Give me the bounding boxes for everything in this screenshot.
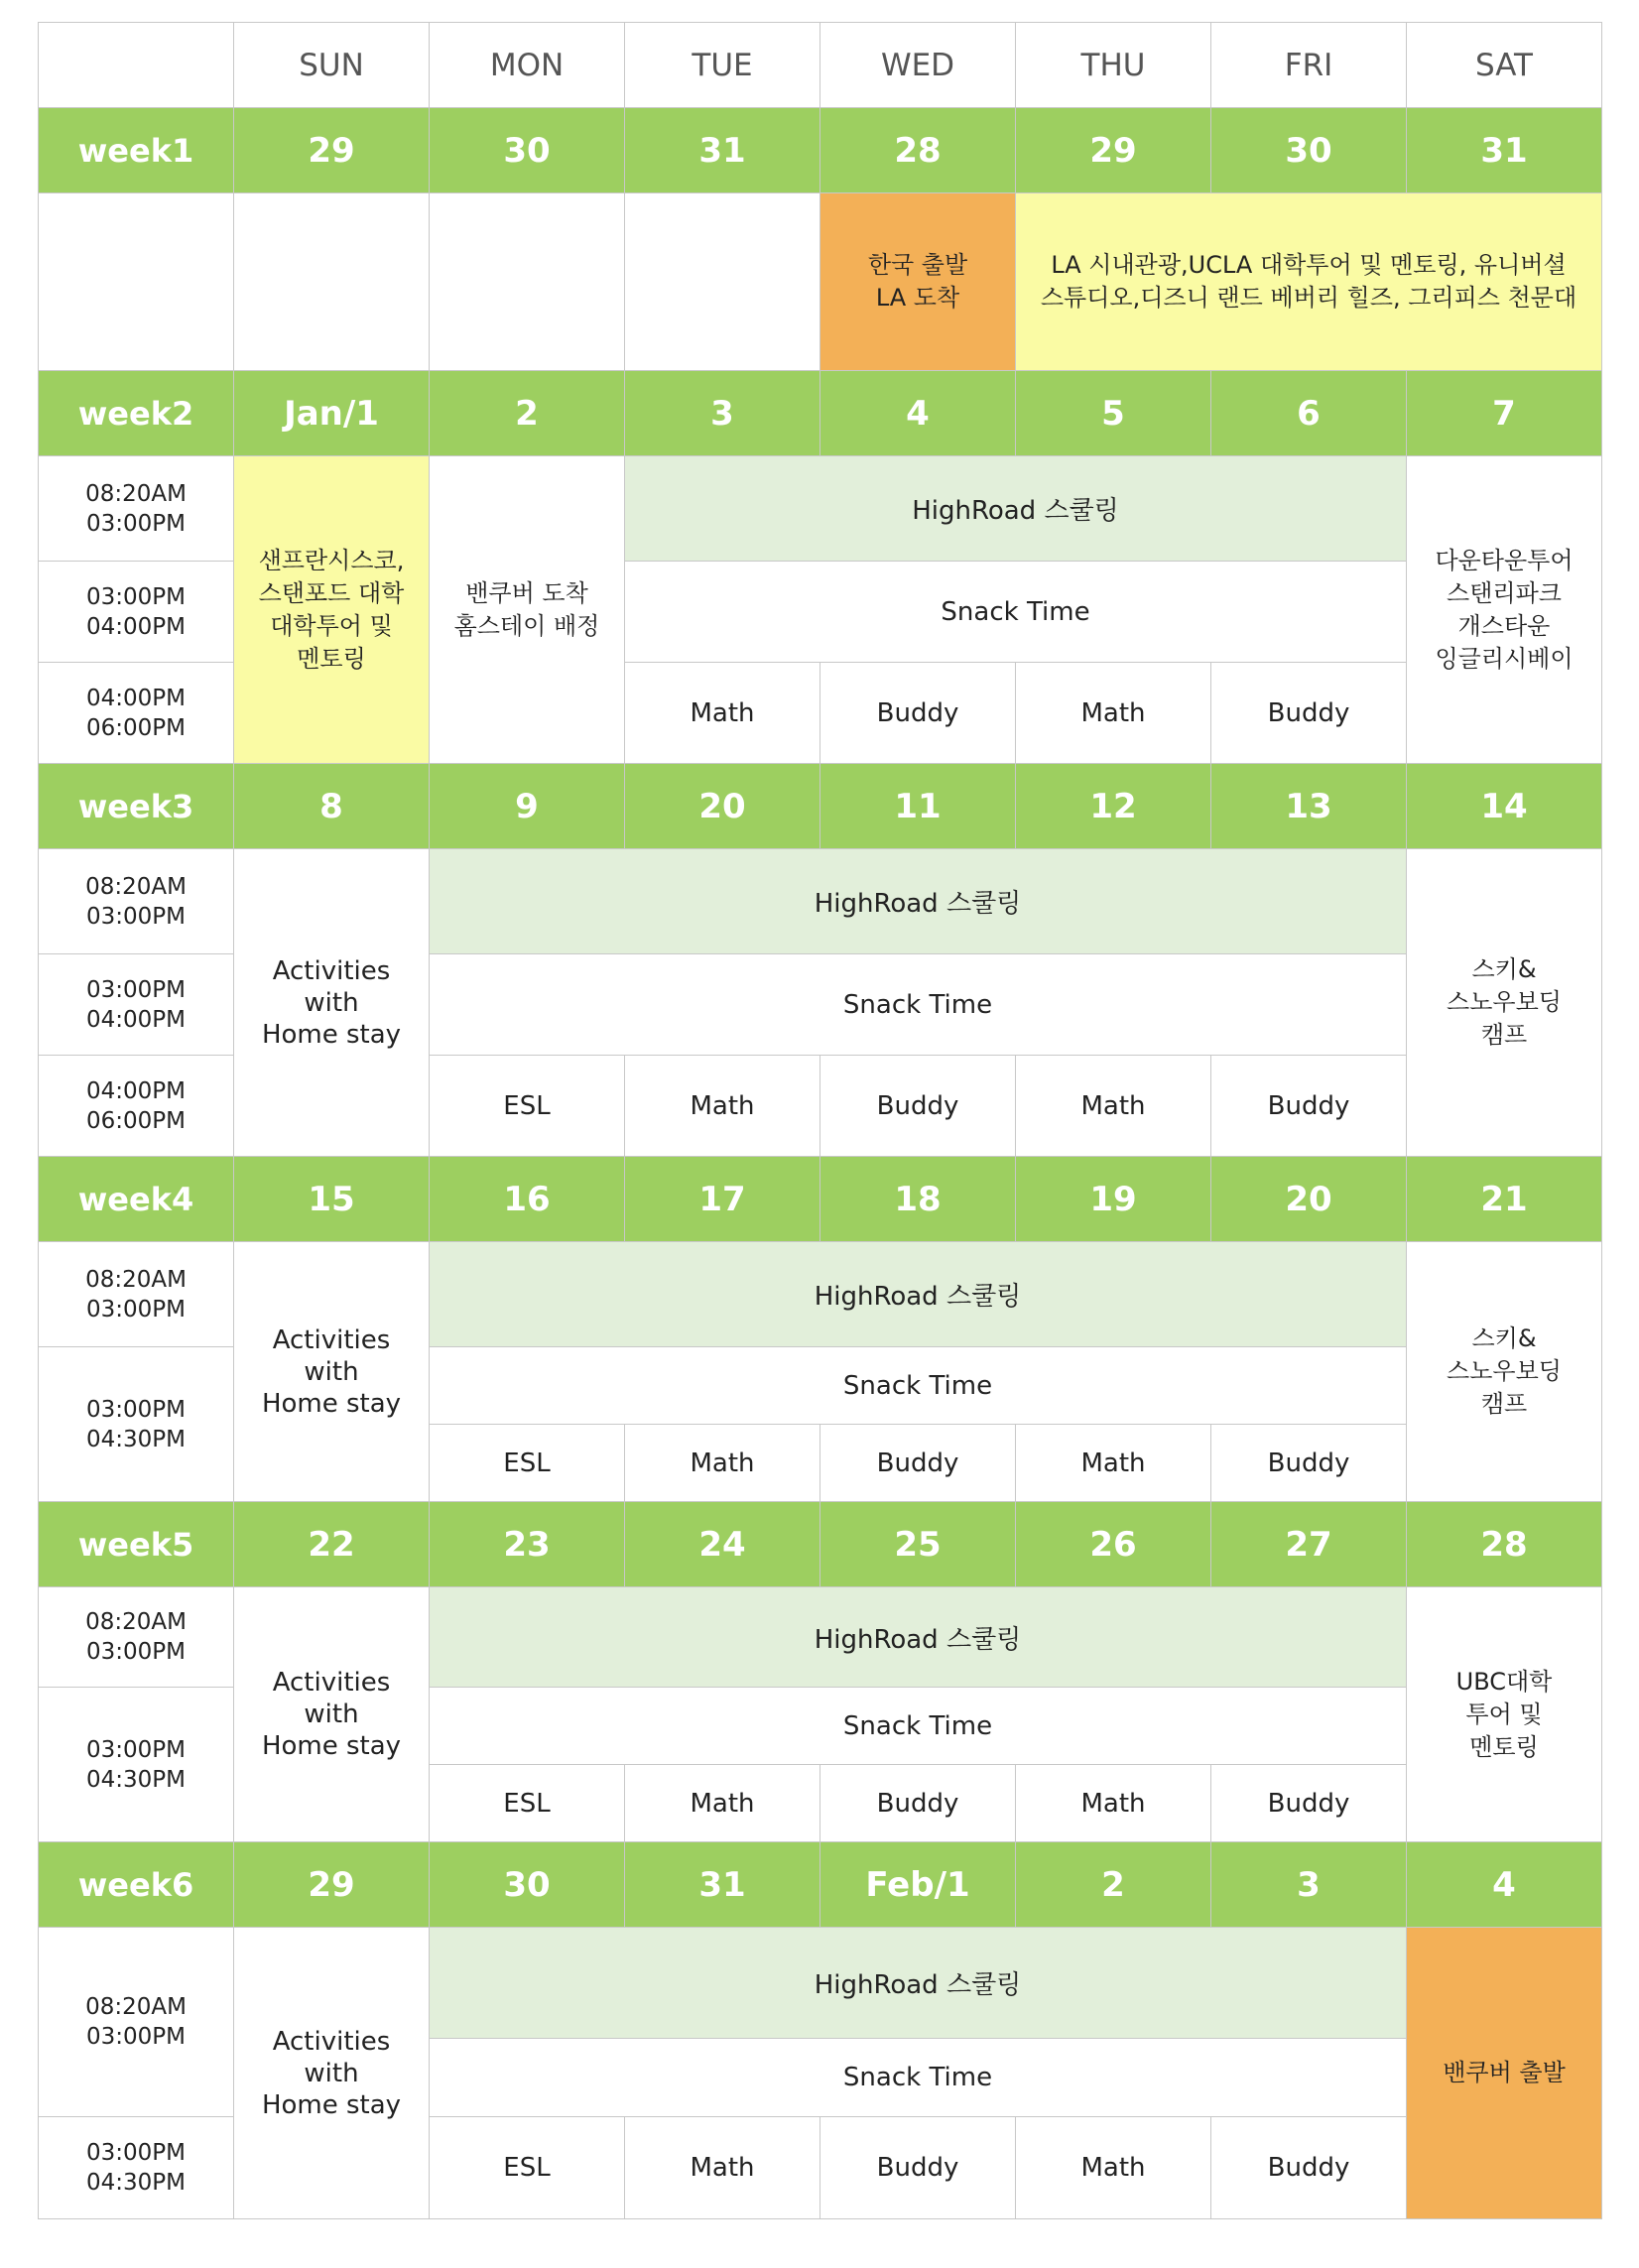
day-header: MON [430,23,625,108]
event-line: 스탠포드 대학 [258,578,405,607]
event-line: 캠프 [1480,1390,1528,1418]
time-end: 03:00PM [86,510,186,537]
time-start: 08:20AM [85,873,187,900]
schooling-cell: HighRoad 스쿨링 [430,849,1407,954]
time-row [39,1242,1602,1347]
homestay-activities-cell [234,849,430,1157]
event-line: 스노우보딩 [1447,1357,1562,1385]
schooling-cell: HighRoad 스쿨링 [625,456,1407,562]
date-cell: 9 [430,764,625,849]
time-slot [39,849,234,954]
day-header: SAT [1407,23,1602,108]
event-line: 스튜디오,디즈니 랜드 베버리 힐즈, 그리피스 천문대 [1040,284,1577,312]
date-cell: 19 [1016,1157,1211,1242]
subject-cell: ESL [430,2117,625,2219]
date-cell: 31 [625,108,820,193]
time-end: 06:00PM [86,714,186,741]
date-cell: 3 [1211,1842,1407,1928]
subject-cell: Buddy [820,1425,1016,1502]
date-cell: 16 [430,1157,625,1242]
date-cell: 30 [430,108,625,193]
event-line: with [304,1700,359,1729]
homestay-activities-cell [234,1928,430,2219]
week-label: week5 [39,1502,234,1587]
time-start: 08:20AM [85,1609,187,1635]
time-start: 03:00PM [86,1396,186,1423]
subject-cell: ESL [430,1056,625,1157]
event-line: Activities [272,1668,391,1698]
time-start: 08:20AM [85,1266,187,1293]
schooling-cell: HighRoad 스쿨링 [430,1928,1407,2039]
empty-cell [625,193,820,371]
date-cell: 4 [820,371,1016,456]
time-slot [39,663,234,764]
subject-cell: Math [625,1425,820,1502]
subject-cell: Math [625,1765,820,1842]
event-line: UBC대학 [1455,1667,1553,1696]
date-cell: 8 [234,764,430,849]
event-line: with [304,2058,359,2088]
date-cell: 26 [1016,1502,1211,1587]
date-cell: 18 [820,1157,1016,1242]
day-header: TUE [625,23,820,108]
time-slot [39,954,234,1056]
event-line: 멘토링 [1469,1732,1539,1761]
time-start: 03:00PM [86,1736,186,1763]
event-line: 스키& [1471,1324,1537,1352]
date-cell: 29 [234,108,430,193]
schooling-cell: HighRoad 스쿨링 [430,1587,1407,1688]
subject-cell: Math [1016,1425,1211,1502]
subject-cell: ESL [430,1425,625,1502]
time-row [39,1928,1602,2039]
date-cell: 30 [1211,108,1407,193]
date-cell: 28 [1407,1502,1602,1587]
subject-cell: Buddy [820,663,1016,764]
la-tour-cell [1016,193,1602,371]
week-label: week2 [39,371,234,456]
time-end: 03:00PM [86,2024,186,2050]
time-slot [39,456,234,562]
ubc-tour-cell [1407,1587,1602,1842]
day-header: THU [1016,23,1211,108]
time-start: 03:00PM [86,976,186,1003]
week-row [39,108,1602,193]
event-line: 잉글리시베이 [1435,644,1574,673]
date-cell: 28 [820,108,1016,193]
subject-cell: Buddy [820,1765,1016,1842]
subject-cell: Math [625,2117,820,2219]
homestay-activities-cell [234,1242,430,1502]
day-header: SUN [234,23,430,108]
date-cell: 25 [820,1502,1016,1587]
subject-cell: Buddy [1211,663,1407,764]
time-slot [39,1056,234,1157]
event-line: Activities [272,955,391,986]
time-start: 03:00PM [86,583,186,610]
subject-cell: Math [1016,2117,1211,2219]
week1-activity-row [39,193,1602,371]
event-line: Home stay [261,1731,402,1761]
week-row [39,1842,1602,1928]
time-slot [39,1347,234,1502]
subject-cell: ESL [430,1765,625,1842]
date-cell: 11 [820,764,1016,849]
event-line: 한국 출발 [867,251,968,279]
event-line: 멘토링 [297,644,366,673]
downtown-tour-cell [1407,456,1602,764]
time-start: 08:20AM [85,1994,187,2020]
time-slot [39,562,234,663]
date-cell: 2 [430,371,625,456]
snack-time-cell: Snack Time [430,1347,1407,1425]
week-label: week4 [39,1157,234,1242]
event-line: Home stay [261,2089,402,2120]
week-label: week1 [39,108,234,193]
time-slot [39,1242,234,1347]
date-cell: 6 [1211,371,1407,456]
corner-cell [39,23,234,108]
time-start: 03:00PM [86,2140,186,2166]
date-cell: 22 [234,1502,430,1587]
schooling-cell: HighRoad 스쿨링 [430,1242,1407,1347]
subject-cell: Buddy [1211,1425,1407,1502]
snack-time-cell: Snack Time [430,2039,1407,2117]
time-end: 04:30PM [86,1766,186,1793]
subject-cell: Buddy [1211,1765,1407,1842]
event-line: 스키& [1471,955,1537,983]
week-label: week6 [39,1842,234,1928]
time-row [39,849,1602,954]
subject-cell: Math [625,1056,820,1157]
date-cell: 29 [234,1842,430,1928]
event-line: LA 도착 [875,284,960,312]
subject-cell: Buddy [820,1056,1016,1157]
week-row [39,371,1602,456]
subject-cell: Math [1016,1765,1211,1842]
empty-cell [39,193,234,371]
event-line: 투어 및 [1465,1700,1543,1728]
time-row [39,1587,1602,1688]
event-line: 밴쿠버 도착 [465,578,588,607]
event-line: Home stay [261,1019,402,1050]
date-cell: 12 [1016,764,1211,849]
time-slot [39,2117,234,2219]
event-line: 다운타운투어 [1435,546,1574,574]
date-cell: 14 [1407,764,1602,849]
time-slot [39,1688,234,1842]
time-slot [39,1587,234,1688]
day-header-row [39,23,1602,108]
date-cell: 30 [430,1842,625,1928]
vancouver-departure-cell: 밴쿠버 출발 [1407,1928,1602,2219]
date-cell: 31 [1407,108,1602,193]
week-row [39,764,1602,849]
time-end: 03:00PM [86,1296,186,1323]
time-row [39,456,1602,562]
date-cell: 20 [1211,1157,1407,1242]
time-end: 04:00PM [86,613,186,640]
date-cell: 5 [1016,371,1211,456]
time-slot [39,1928,234,2117]
date-cell: 29 [1016,108,1211,193]
date-cell: 24 [625,1502,820,1587]
event-line: Activities [272,1324,391,1355]
date-cell: 2 [1016,1842,1211,1928]
event-line: 스노우보딩 [1447,988,1562,1016]
homestay-activities-cell [234,1587,430,1842]
event-line: LA 시내관광,UCLA 대학투어 및 멘토링, 유니버셜 [1051,251,1567,279]
date-cell: 20 [625,764,820,849]
time-start: 04:00PM [86,1077,186,1104]
event-line: 샌프란시스코, [258,546,405,574]
time-end: 03:00PM [86,1639,186,1665]
date-cell: 21 [1407,1157,1602,1242]
event-line: 홈스테이 배정 [453,611,600,640]
time-start: 08:20AM [85,480,187,507]
empty-cell [234,193,430,371]
date-cell: 7 [1407,371,1602,456]
subject-cell: Math [625,663,820,764]
event-line: Activities [272,2026,391,2057]
date-cell: Jan/1 [234,371,430,456]
date-cell: 31 [625,1842,820,1928]
subject-cell: Math [1016,1056,1211,1157]
date-cell: 4 [1407,1842,1602,1928]
subject-cell: Buddy [1211,1056,1407,1157]
day-header: FRI [1211,23,1407,108]
empty-cell [430,193,625,371]
subject-cell: Buddy [820,2117,1016,2219]
event-line: Home stay [261,1388,402,1419]
sf-tour-cell [234,456,430,764]
vancouver-arrival-cell [430,456,625,764]
date-cell: 15 [234,1157,430,1242]
korea-departure-cell [820,193,1016,371]
time-end: 03:00PM [86,903,186,930]
ski-camp-cell [1407,1242,1602,1502]
snack-time-cell: Snack Time [430,954,1407,1056]
date-cell: 13 [1211,764,1407,849]
event-line: with [304,987,359,1018]
date-cell: 17 [625,1157,820,1242]
schedule-table [38,22,1602,2219]
subject-cell: Math [1016,663,1211,764]
date-cell: Feb/1 [820,1842,1016,1928]
time-start: 04:00PM [86,685,186,711]
week-row [39,1157,1602,1242]
time-end: 04:00PM [86,1006,186,1033]
date-cell: 23 [430,1502,625,1587]
subject-cell: Buddy [1211,2117,1407,2219]
ski-camp-cell [1407,849,1602,1157]
snack-time-cell: Snack Time [625,562,1407,663]
event-line: 캠프 [1480,1021,1528,1049]
event-line: 스탠리파크 [1447,578,1562,607]
time-end: 04:30PM [86,1426,186,1452]
date-cell: 3 [625,371,820,456]
date-cell: 27 [1211,1502,1407,1587]
event-line: with [304,1356,359,1387]
snack-time-cell: Snack Time [430,1688,1407,1765]
event-line: 개스타운 [1457,611,1551,640]
time-end: 06:00PM [86,1107,186,1134]
event-line: 대학투어 및 [270,611,393,640]
day-header: WED [820,23,1016,108]
week-row [39,1502,1602,1587]
week-label: week3 [39,764,234,849]
time-end: 04:30PM [86,2170,186,2196]
